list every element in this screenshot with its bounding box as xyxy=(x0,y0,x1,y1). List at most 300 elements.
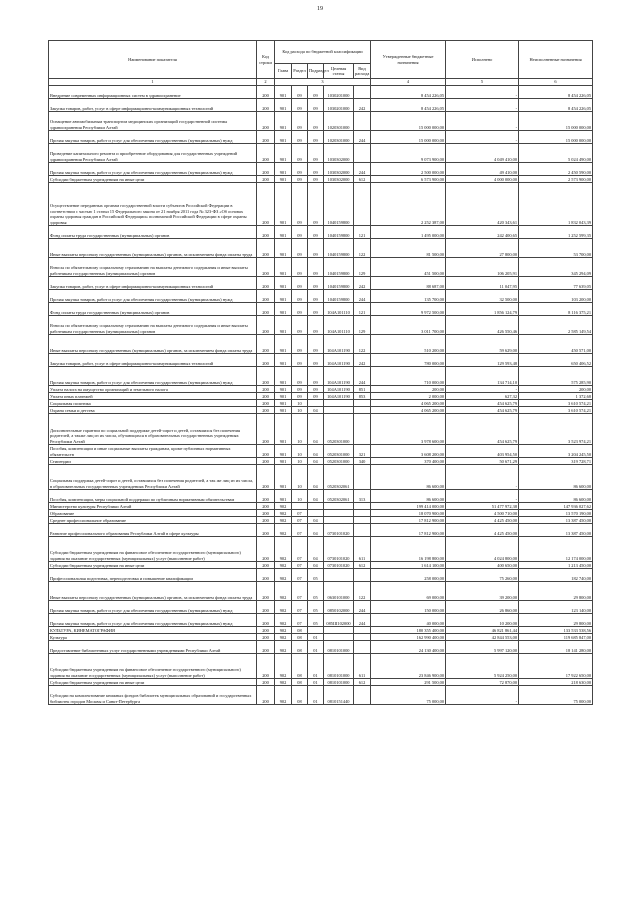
row-unexecuted: 218 630,00 xyxy=(519,679,593,686)
table-row xyxy=(49,176,593,183)
table-row xyxy=(49,407,593,414)
row-approved: 81 500,00 xyxy=(371,239,446,258)
row-expense-type xyxy=(354,144,371,163)
row-executed: 454 625,79 xyxy=(446,400,519,407)
row-code: 200 xyxy=(257,569,275,582)
row-name: Субсидии бюджетным учреждениям на финансовое обеспечение государственного (муниципального) задания на оказание государственных (муниципальных) услуг (выполнение работ) xyxy=(49,537,257,562)
row-glava: 901 xyxy=(275,112,292,131)
row-unexecuted: 86 600,00 xyxy=(519,490,593,503)
row-target: 0730101020 xyxy=(324,537,354,562)
row-name: Министерство культуры Республики Алтай xyxy=(49,503,257,510)
row-glava: 902 xyxy=(275,627,292,634)
row-name: Прочая закупка товаров, работ и услуг для обеспечения государственных (муниципальных) нужд xyxy=(49,367,257,386)
row-unexecuted: 2 450 590,00 xyxy=(519,163,593,176)
row-razdel: 09 xyxy=(292,367,308,386)
row-code: 200 xyxy=(257,316,275,335)
table-row xyxy=(49,163,593,176)
row-expense-type: 121 xyxy=(354,226,371,239)
table-row xyxy=(49,627,593,634)
row-approved: 86 600,00 xyxy=(371,465,446,490)
row-target xyxy=(324,569,354,582)
row-name: Уплата иных платежей xyxy=(49,393,257,400)
row-razdel: 09 xyxy=(292,131,308,144)
row-name: Осуществление переданных органам государственной власти субъектов Российской Федерации в соответствии с частью 1 статьи 15 Федерального закона от 21 ноября 2011 года № 323-ФЗ «Об основах охраны здоровья граждан в Российской Федерации» полномочий Российской Федерации в сфере охраны здоровья xyxy=(49,183,257,226)
row-code: 200 xyxy=(257,490,275,503)
row-name: Пособия, компенсации и иные социальные выплаты гражданам, кроме публичных нормативных обязательств xyxy=(49,445,257,458)
row-target: 0520301000 xyxy=(324,458,354,465)
table-row xyxy=(49,112,593,131)
row-podrazdel: 01 xyxy=(308,634,324,641)
row-razdel: 10 xyxy=(292,407,308,414)
row-glava: 902 xyxy=(275,686,292,705)
row-name: КУЛЬТУРА, КИНЕМАТОГРАФИЯ xyxy=(49,627,257,634)
row-name: Субсидии на комплектование книжных фондов библиотек муниципальных образований и государственных библиотек городов Москвы и Санкт-Петербурга xyxy=(49,686,257,705)
row-target xyxy=(324,400,354,407)
row-name: Иные выплаты персоналу государственных (муниципальных) органов, за исключением фонда оплаты труда xyxy=(49,239,257,258)
row-executed: 627,32 xyxy=(446,393,519,400)
row-approved: 200,00 xyxy=(371,386,446,393)
row-unexecuted: 8 454 226,05 xyxy=(519,86,593,99)
row-expense-type: 121 xyxy=(354,303,371,316)
row-expense-type: 242 xyxy=(354,354,371,367)
row-name: Образование xyxy=(49,510,257,517)
row-expense-type: 612 xyxy=(354,679,371,686)
row-podrazdel: 09 xyxy=(308,354,324,367)
row-approved: 69 000,00 xyxy=(371,582,446,601)
page-number: 19 xyxy=(317,6,323,12)
table-row xyxy=(49,183,593,226)
row-podrazdel: 04 xyxy=(308,490,324,503)
row-executed: - xyxy=(446,131,519,144)
row-target: 104А101190 xyxy=(324,386,354,393)
row-expense-type xyxy=(354,627,371,634)
row-glava: 901 xyxy=(275,226,292,239)
row-podrazdel: 04 xyxy=(308,414,324,445)
row-razdel: 09 xyxy=(292,144,308,163)
row-executed: 454 625,79 xyxy=(446,407,519,414)
row-code: 200 xyxy=(257,614,275,627)
row-razdel: 09 xyxy=(292,226,308,239)
row-glava: 901 xyxy=(275,277,292,290)
row-razdel: 09 xyxy=(292,183,308,226)
row-podrazdel: 09 xyxy=(308,99,324,112)
row-unexecuted: 86 600,00 xyxy=(519,465,593,490)
row-executed: 4 500 710,00 xyxy=(446,510,519,517)
row-razdel: 09 xyxy=(292,258,308,277)
row-code: 200 xyxy=(257,258,275,277)
row-target: 0730101020 xyxy=(324,562,354,569)
row-expense-type: 242 xyxy=(354,277,371,290)
col-number: 1 xyxy=(49,79,257,86)
row-code: 200 xyxy=(257,239,275,258)
row-approved: 2 000,00 xyxy=(371,393,446,400)
row-glava: 901 xyxy=(275,354,292,367)
table-row xyxy=(49,400,593,407)
row-podrazdel: 09 xyxy=(308,277,324,290)
row-executed: 59 629,00 xyxy=(446,335,519,354)
row-razdel: 10 xyxy=(292,465,308,490)
table-row xyxy=(49,654,593,679)
row-target: 1030302000 xyxy=(324,163,354,176)
row-unexecuted: 1 252 599,35 xyxy=(519,226,593,239)
row-target: 1040159800 xyxy=(324,226,354,239)
row-target: 0520301000 xyxy=(324,414,354,445)
table-row xyxy=(49,686,593,705)
row-target: 1040159800 xyxy=(324,183,354,226)
row-code: 200 xyxy=(257,99,275,112)
row-name: Проведение капитального ремонта и приобретение оборудования для государственных учреждений здравоохранения Республики Алтай xyxy=(49,144,257,163)
row-executed: 106 205,91 xyxy=(446,258,519,277)
table-row xyxy=(49,393,593,400)
row-target: 1030302000 xyxy=(324,176,354,183)
row-name: Фонд оплаты труда государственных (муниципальных) органов xyxy=(49,303,257,316)
row-razdel: 07 xyxy=(292,537,308,562)
row-approved: 18 070 900,00 xyxy=(371,510,446,517)
row-razdel: 09 xyxy=(292,163,308,176)
row-approved: 291 500,00 xyxy=(371,679,446,686)
row-expense-type xyxy=(354,414,371,445)
row-razdel: 09 xyxy=(292,86,308,99)
row-unexecuted: 3 204 245,50 xyxy=(519,445,593,458)
row-expense-type xyxy=(354,503,371,510)
row-name: Социальная поддержка детей-сирот и детей, оставшихся без попечения родителей, а так же лиц из их числа, в образовательных государственных учреждениях Республики Алтай xyxy=(49,465,257,490)
row-approved: 3 608 200,00 xyxy=(371,445,446,458)
row-target: 0520302061 xyxy=(324,490,354,503)
row-glava: 901 xyxy=(275,131,292,144)
row-target: 0810101000 xyxy=(324,679,354,686)
row-name: Иные выплаты персоналу государственных (муниципальных) органов, за исключением фонда оплаты труда xyxy=(49,582,257,601)
row-name: Субсидии бюджетным учреждениям на финансовое обеспечение государственного (муниципального) задания на оказание государственных (муниципальных) услуг (выполнение работ) xyxy=(49,654,257,679)
table-row xyxy=(49,458,593,465)
row-podrazdel: 04 xyxy=(308,524,324,537)
row-expense-type xyxy=(354,634,371,641)
row-code: 200 xyxy=(257,303,275,316)
row-name: Прочая закупка товаров, работ и услуг для обеспечения государственных (муниципальных) нужд xyxy=(49,601,257,614)
row-name: Фонд оплаты труда государственных (муниципальных) органов xyxy=(49,226,257,239)
row-glava: 902 xyxy=(275,641,292,654)
row-podrazdel: 04 xyxy=(308,562,324,569)
row-executed: 46 821 861,44 xyxy=(446,627,519,634)
row-expense-type xyxy=(354,510,371,517)
row-approved: 4 065 200,00 xyxy=(371,400,446,407)
row-target: 104А101110 xyxy=(324,316,354,335)
row-glava: 901 xyxy=(275,414,292,445)
row-code: 200 xyxy=(257,144,275,163)
row-podrazdel: 09 xyxy=(308,258,324,277)
table-row xyxy=(49,582,593,601)
col-name: Наименование показателя xyxy=(49,41,257,79)
row-name: Предоставление библиотечных услуг государственными учреждениями Республики Алтай xyxy=(49,641,257,654)
row-name: Субсидии бюджетным учреждениям на иные цели xyxy=(49,176,257,183)
row-executed: 403 954,50 xyxy=(446,445,519,458)
row-glava: 901 xyxy=(275,386,292,393)
row-glava: 901 xyxy=(275,144,292,163)
row-code: 200 xyxy=(257,517,275,524)
row-approved: 9 972 500,00 xyxy=(371,303,446,316)
row-razdel: 07 xyxy=(292,510,308,517)
row-approved: 258 000,00 xyxy=(371,569,446,582)
row-executed: 5 997 120,00 xyxy=(446,641,519,654)
row-expense-type xyxy=(354,112,371,131)
row-podrazdel: 09 xyxy=(308,131,324,144)
row-podrazdel: 04 xyxy=(308,445,324,458)
table-row xyxy=(49,290,593,303)
table-row xyxy=(49,226,593,239)
row-razdel: 09 xyxy=(292,290,308,303)
row-podrazdel: 01 xyxy=(308,679,324,686)
row-podrazdel xyxy=(308,627,324,634)
table-row xyxy=(49,445,593,458)
table-row xyxy=(49,537,593,562)
row-expense-type: 612 xyxy=(354,562,371,569)
row-code: 200 xyxy=(257,414,275,445)
table-row xyxy=(49,144,593,163)
row-glava: 901 xyxy=(275,183,292,226)
row-unexecuted: 103 200,00 xyxy=(519,290,593,303)
row-expense-type: 313 xyxy=(354,490,371,503)
row-target xyxy=(324,634,354,641)
row-razdel: 07 xyxy=(292,517,308,524)
row-approved: 23 846 900,00 xyxy=(371,654,446,679)
row-code: 200 xyxy=(257,634,275,641)
row-code: 200 xyxy=(257,445,275,458)
row-expense-type xyxy=(354,641,371,654)
row-expense-type xyxy=(354,524,371,537)
row-approved: 8 454 226,05 xyxy=(371,99,446,112)
budget-table xyxy=(48,40,593,705)
col-number: 6 xyxy=(519,79,593,86)
row-podrazdel: 09 xyxy=(308,86,324,99)
row-approved: 17 812 900,00 xyxy=(371,524,446,537)
row-expense-type: 340 xyxy=(354,458,371,465)
row-executed: 4 425 450,00 xyxy=(446,517,519,524)
row-expense-type: 612 xyxy=(354,176,371,183)
row-razdel: 08 xyxy=(292,641,308,654)
row-executed: 72 870,00 xyxy=(446,679,519,686)
row-name: Профессиональная подготовка, переподготовка и повышение квалификации xyxy=(49,569,257,582)
row-unexecuted: 123 140,00 xyxy=(519,601,593,614)
row-name: Прочая закупка товаров, работ и услуг для обеспечения государственных (муниципальных) нужд xyxy=(49,163,257,176)
row-unexecuted: 1 213 450,00 xyxy=(519,562,593,569)
row-target: 0520302061 xyxy=(324,465,354,490)
row-podrazdel: 09 xyxy=(308,183,324,226)
row-code: 200 xyxy=(257,335,275,354)
col-number: 3 xyxy=(275,79,371,86)
row-approved: 199 414 000,00 xyxy=(371,503,446,510)
row-podrazdel: 09 xyxy=(308,112,324,131)
col-unexecuted: Неисполненные назначения xyxy=(519,41,593,79)
row-razdel: 10 xyxy=(292,400,308,407)
row-razdel: 07 xyxy=(292,562,308,569)
row-approved: 135 700,00 xyxy=(371,290,446,303)
row-unexecuted: 15 000 000,00 xyxy=(519,131,593,144)
row-unexecuted: 200,00 xyxy=(519,386,593,393)
table-row xyxy=(49,524,593,537)
col-number: 2 xyxy=(257,79,275,86)
row-podrazdel: 09 xyxy=(308,163,324,176)
row-executed: 4 049 410,00 xyxy=(446,144,519,163)
row-code: 200 xyxy=(257,524,275,537)
row-glava: 902 xyxy=(275,503,292,510)
row-target: 1040159800 xyxy=(324,290,354,303)
row-approved: 6 573 900,00 xyxy=(371,176,446,183)
row-unexecuted: 133 533 538,56 xyxy=(519,627,593,634)
row-glava: 902 xyxy=(275,634,292,641)
row-glava: 901 xyxy=(275,239,292,258)
row-code: 200 xyxy=(257,393,275,400)
row-target xyxy=(324,407,354,414)
row-podrazdel xyxy=(308,510,324,517)
row-glava: 901 xyxy=(275,393,292,400)
row-expense-type: 122 xyxy=(354,335,371,354)
row-approved: 180 355 400,00 xyxy=(371,627,446,634)
row-razdel: 09 xyxy=(292,99,308,112)
row-podrazdel: 05 xyxy=(308,582,324,601)
row-target: 0730101020 xyxy=(324,524,354,537)
row-podrazdel xyxy=(308,400,324,407)
col-expense-type: Вид расхода xyxy=(354,64,371,79)
row-glava: 902 xyxy=(275,569,292,582)
row-name: Прочая закупка товаров, работ и услуг для обеспечения государственных (муниципальных) нужд xyxy=(49,290,257,303)
row-razdel: 09 xyxy=(292,335,308,354)
row-approved: 2 500 000,00 xyxy=(371,163,446,176)
row-glava: 901 xyxy=(275,290,292,303)
row-name: Охрана семьи и детства xyxy=(49,407,257,414)
row-unexecuted: 13 387 450,00 xyxy=(519,524,593,537)
row-target: 1020301000 xyxy=(324,112,354,131)
row-approved: 710 000,00 xyxy=(371,367,446,386)
row-code: 200 xyxy=(257,601,275,614)
row-razdel: 07 xyxy=(292,524,308,537)
row-unexecuted: 13 570 190,00 xyxy=(519,510,593,517)
row-target: 1030201000 xyxy=(324,99,354,112)
row-razdel: 09 xyxy=(292,112,308,131)
row-glava: 902 xyxy=(275,524,292,537)
row-name: Субсидии бюджетным учреждениям на иные цели xyxy=(49,562,257,569)
table-row xyxy=(49,386,593,393)
row-code: 200 xyxy=(257,112,275,131)
row-name: Среднее профессиональное образование xyxy=(49,517,257,524)
row-podrazdel: 04 xyxy=(308,458,324,465)
row-target xyxy=(324,627,354,634)
row-code: 200 xyxy=(257,686,275,705)
row-expense-type: 853 xyxy=(354,393,371,400)
row-expense-type: 321 xyxy=(354,445,371,458)
row-razdel: 08 xyxy=(292,679,308,686)
row-executed: 454 625,79 xyxy=(446,414,519,445)
row-target: 0630101000 xyxy=(324,582,354,601)
row-unexecuted: 29 800,00 xyxy=(519,614,593,627)
row-unexecuted: 15 000 000,00 xyxy=(519,112,593,131)
row-executed: 426 550,46 xyxy=(446,316,519,335)
table-row xyxy=(49,601,593,614)
row-unexecuted: 77 639,05 xyxy=(519,277,593,290)
row-approved: 17 812 900,00 xyxy=(371,517,446,524)
row-name: Оснащение автомобильным транспортом медицинских организаций государственной системы здравоохранения Республики Алтай xyxy=(49,112,257,131)
row-executed: - xyxy=(446,686,519,705)
row-name: Прочая закупка товаров, работ и услуг для обеспечения государственных (муниципальных) нужд xyxy=(49,131,257,144)
row-name: Стипендии xyxy=(49,458,257,465)
row-unexecuted: 8 454 226,05 xyxy=(519,99,593,112)
row-target: 1040159800 xyxy=(324,258,354,277)
row-approved: 3 978 600,00 xyxy=(371,414,446,445)
row-executed: 50 671,29 xyxy=(446,458,519,465)
table-row xyxy=(49,131,593,144)
row-code: 200 xyxy=(257,627,275,634)
row-code: 200 xyxy=(257,163,275,176)
row-expense-type xyxy=(354,517,371,524)
row-executed: 27 800,00 xyxy=(446,239,519,258)
row-name: Прочая закупка товаров, работ и услуг для обеспечения государственных (муниципальных) нужд xyxy=(49,614,257,627)
row-podrazdel: 09 xyxy=(308,144,324,163)
row-executed: - xyxy=(446,112,519,131)
row-executed: - xyxy=(446,490,519,503)
table-row xyxy=(49,277,593,290)
row-glava: 901 xyxy=(275,316,292,335)
col-approved: Утвержденные бюджетные назначения xyxy=(371,41,446,79)
row-unexecuted: 450 571,00 xyxy=(519,335,593,354)
table-row xyxy=(49,367,593,386)
row-executed: 11 047,95 xyxy=(446,277,519,290)
row-unexecuted: 3 523 974,21 xyxy=(519,414,593,445)
row-expense-type: 242 xyxy=(354,99,371,112)
row-podrazdel: 09 xyxy=(308,316,324,335)
row-podrazdel: 04 xyxy=(308,407,324,414)
row-unexecuted: 1 832 043,39 xyxy=(519,183,593,226)
row-code: 200 xyxy=(257,582,275,601)
row-name: Культура xyxy=(49,634,257,641)
row-approved: 510 200,00 xyxy=(371,335,446,354)
table-row xyxy=(49,354,593,367)
row-target xyxy=(324,510,354,517)
row-razdel: 08 xyxy=(292,654,308,679)
col-glava: Глава xyxy=(275,64,292,79)
row-podrazdel: 01 xyxy=(308,654,324,679)
row-executed: 42 844 553,00 xyxy=(446,634,519,641)
row-expense-type: 244 xyxy=(354,290,371,303)
row-unexecuted: 53 700,00 xyxy=(519,239,593,258)
row-approved: 162 990 400,00 xyxy=(371,634,446,641)
row-glava: 901 xyxy=(275,176,292,183)
table-row xyxy=(49,335,593,354)
row-name: Социальная политика xyxy=(49,400,257,407)
row-glava: 901 xyxy=(275,303,292,316)
row-name: Закупка товаров, работ, услуг в сфере информационно-коммуникационных технологий xyxy=(49,277,257,290)
row-razdel: 09 xyxy=(292,176,308,183)
row-glava: 902 xyxy=(275,614,292,627)
row-unexecuted: 12 174 000,00 xyxy=(519,537,593,562)
row-code: 200 xyxy=(257,537,275,562)
row-podrazdel: 04 xyxy=(308,537,324,562)
row-unexecuted: 1 372,68 xyxy=(519,393,593,400)
row-expense-type: 851 xyxy=(354,386,371,393)
row-executed: - xyxy=(446,86,519,99)
row-code: 200 xyxy=(257,679,275,686)
row-name: Развитие профессионального образования Республики Алтай в сфере культуры xyxy=(49,524,257,537)
col-code: Код строки xyxy=(257,41,275,79)
table-row xyxy=(49,303,593,316)
row-target: 1030302000 xyxy=(324,144,354,163)
row-executed: - xyxy=(446,465,519,490)
row-glava: 902 xyxy=(275,537,292,562)
row-expense-type: 129 xyxy=(354,316,371,335)
row-unexecuted: 147 936 027,62 xyxy=(519,503,593,510)
row-glava: 901 xyxy=(275,490,292,503)
row-expense-type xyxy=(354,465,371,490)
row-glava: 901 xyxy=(275,465,292,490)
row-glava: 901 xyxy=(275,445,292,458)
row-razdel: 09 xyxy=(292,239,308,258)
